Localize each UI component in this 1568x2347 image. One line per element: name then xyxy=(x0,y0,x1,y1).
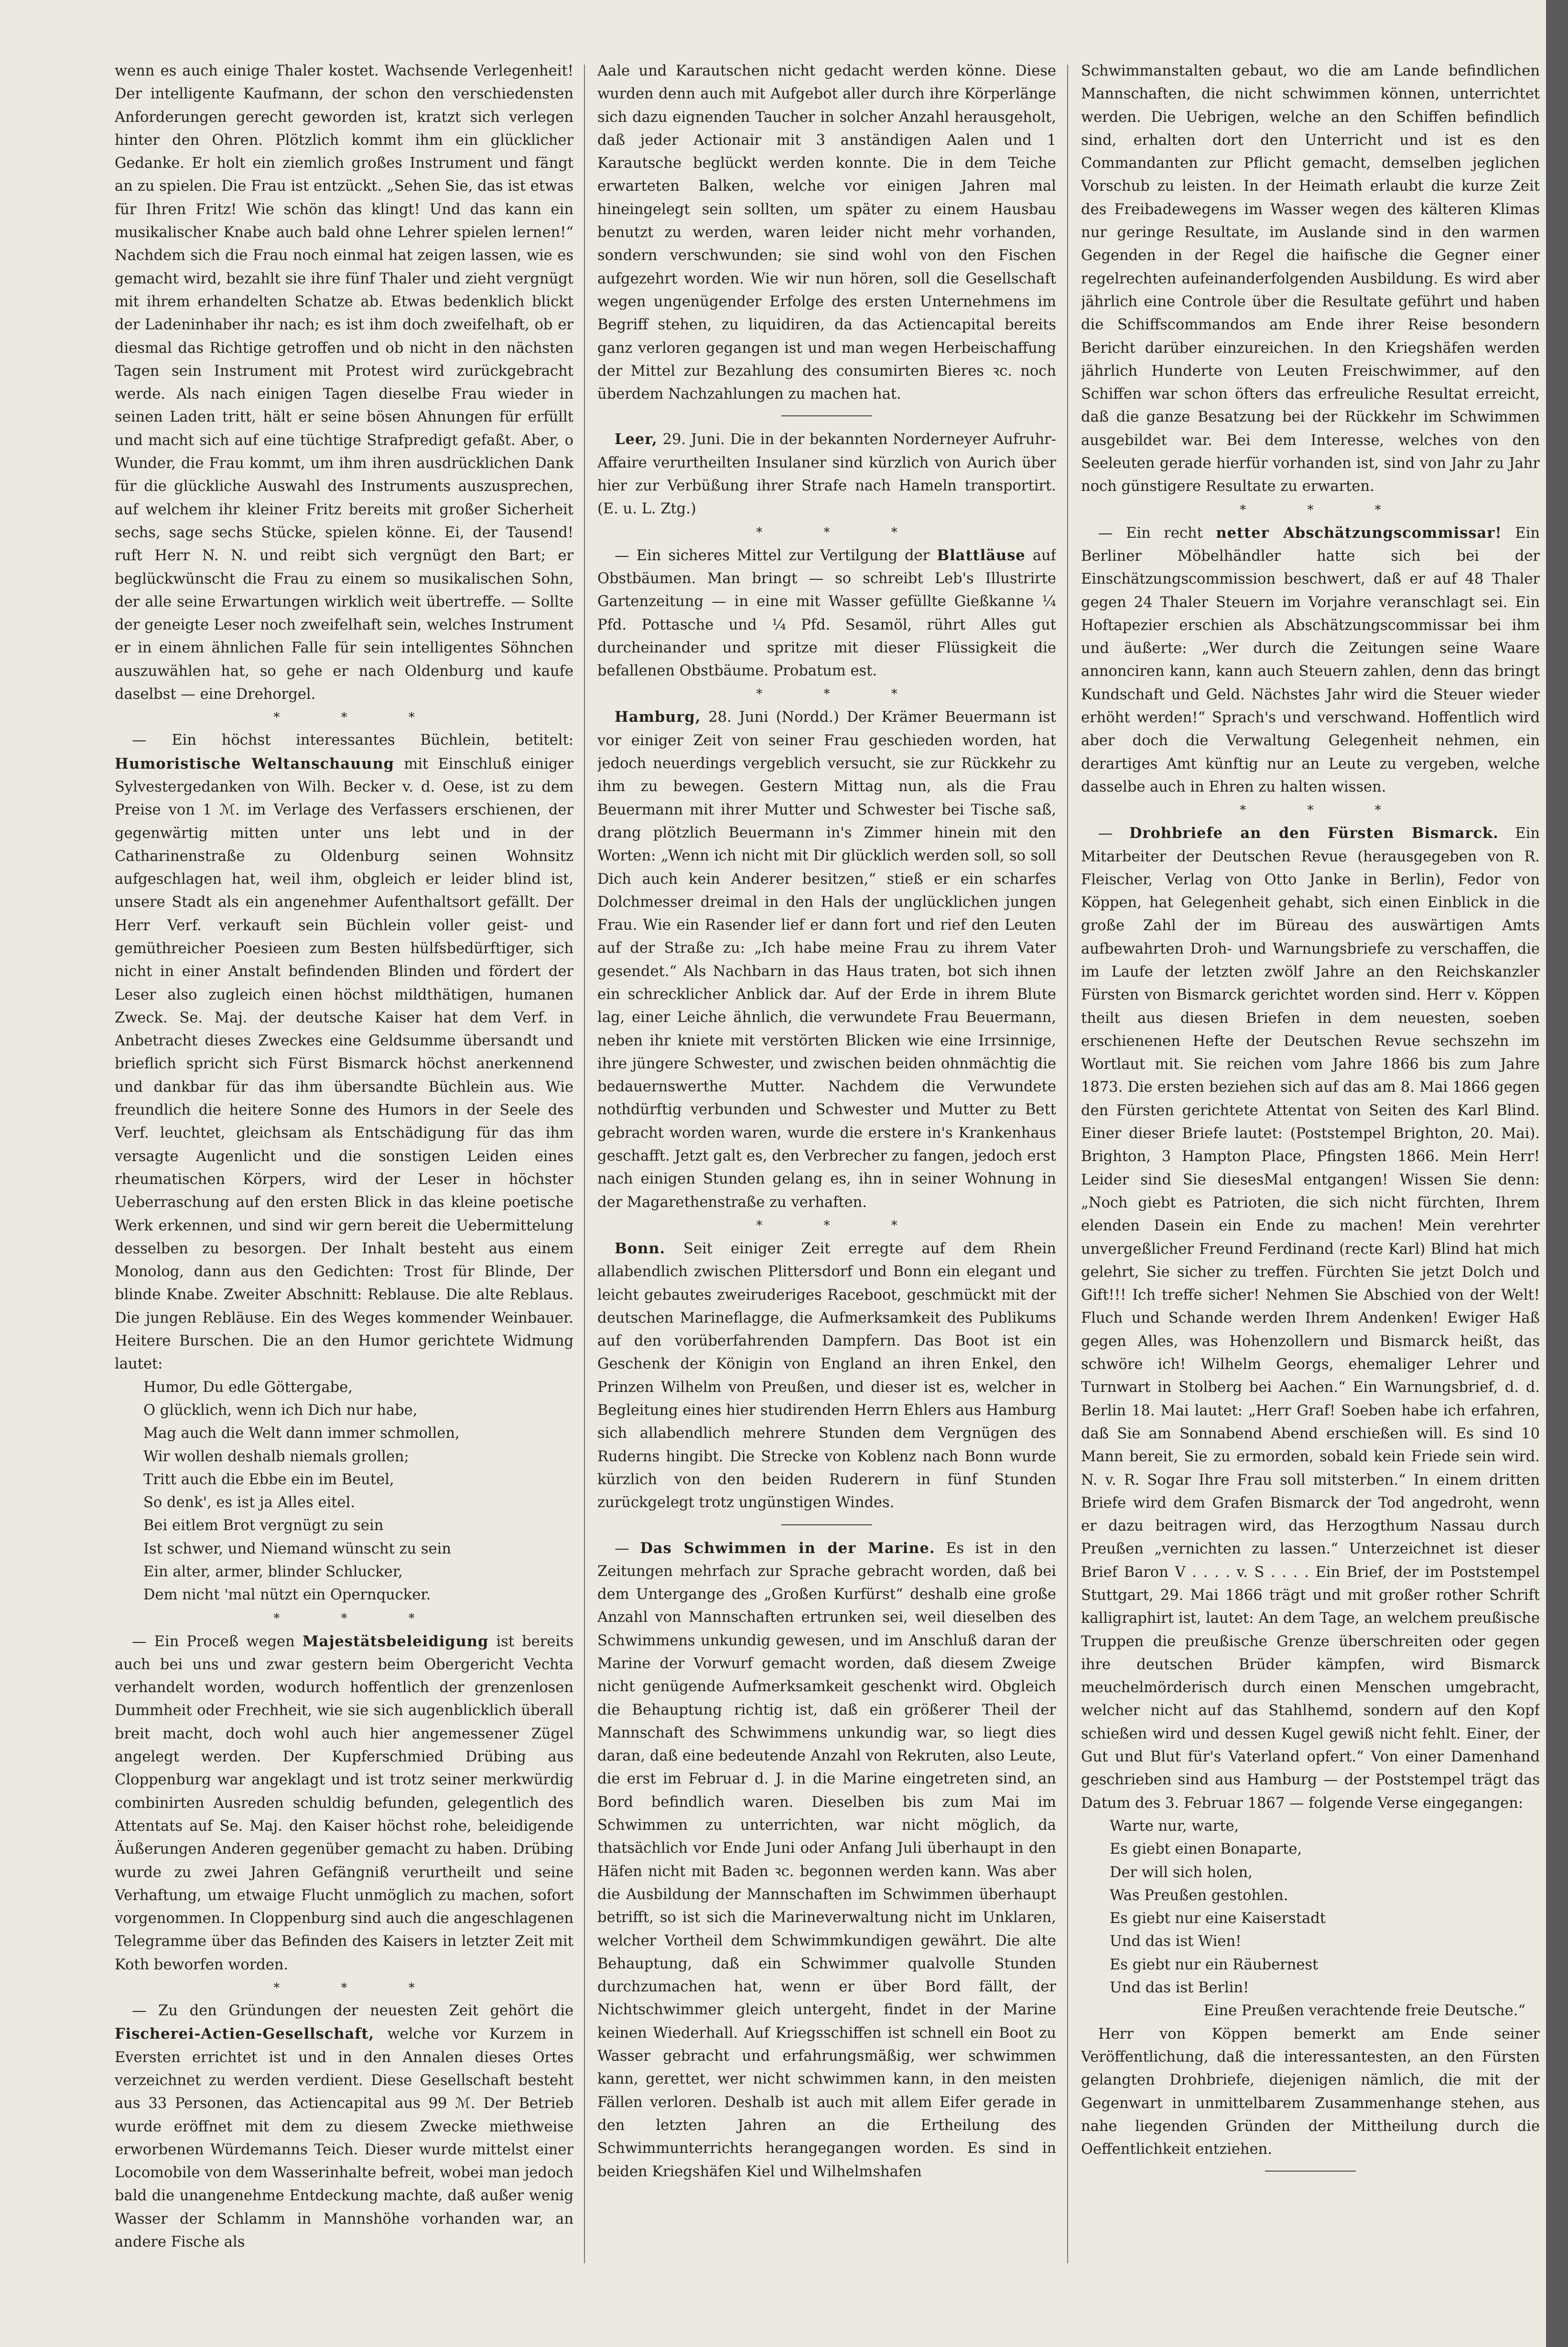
article-organ-story-end: wenn es auch einige Thaler kostet. Wachsende Verlegenheit! Der intelligente Kaufmann, der schon den verschiedensten Anforderungen gerecht geworden ist, kratzt sich verlegen hinter den Ohren. Plötzlich kommt ihm ein glücklicher Gedanke. Er holt ein ziemlich großes Instrument und fängt an zu spielen. Die Frau ist entzückt. „Sehen Sie, das ist etwas für Ihren Fritz! Wie schön das klingt! Und das kann ein musikalischer Knabe auch bald ohne Lehrer spielen lernen!“ Nachdem sich die Frau noch einmal hat zeigen lassen, wie es gemacht wird, bezahlt sie ihre fünf Thaler und zieht vergnügt mit ihrem erhandelten Schatze ab. Etwas bedenklich blickt der Ladeninhaber ihr nach; es ist ihm doch zweifelhaft, ob er diesmal das Richtige getroffen und ob nicht in den nächsten Tagen sein Instrument mit Protest wird zurückgebracht werde. Als nach einigen Tagen dieselbe Frau wieder in seinen Laden tritt, hält er seine bösen Ahnungen für erfüllt und macht sich auf eine tüchtige Strafpredigt gefaßt. Aber, o Wunder, die Frau kommt, um ihm ihren ausdrücklichen Dank für die glückliche Auswahl des Instruments auszusprechen, auf welchem ihr kleiner Fritz bereits mit großer Sicherheit sechs, sage sechs Stücke, spielen könne. Ei, der Tausend! ruft Herr N. N. und reibt sich vergnügt den Bart; er beglückwünscht die Frau zu einem so musikalischen Sohn, der alle seine Erwartungen wirklich weit übertreffe. — Sollte der geneigte Leser noch zweifelhaft sein, welches Instrument er in einem ähnlichen Falle für sein intelligentes Söhnchen auszuwählen hat, so gehe er nach Oldenburg und kaufe daselbst — eine Drehorgel. xyxy=(115,63,573,703)
poem-line: Dem nicht 'mal nützt ein Opernqucker. xyxy=(143,1586,431,1604)
article-body: Ein Mitarbeiter der Deutschen Revue (herausgegeben von R. Fleischer, Verlag von Otto Janke in Berlin), Fedor von Köppen, hat Gelegenheit gehabt, sich einen Einblick in die große Zahl der im Büreau des auswärtigen Amts aufbewahrten Droh- und Warnungsbriefe zu verschaffen, die im Laufe der letzten zwölf Jahre an den Reichskanzler Fürsten von Bismarck gerichtet worden sind. Herr v. Köppen theilt aus diesen Briefen in dem neuesten, soeben erschienenen Hefte der Deutschen Revue sechszehn im Wortlaut mit. Sie reichen vom Jahre 1866 bis zum Jahre 1873. Die ersten beziehen sich auf das am 8. Mai 1866 gegen den Fürsten gerichtete Attentat von Seiten des Karl Blind. Einer dieser Briefe lautet: (Poststempel Brighton, 20. Mai). Brighton, 3 Hampton Place, Pfingsten 1866. Mein Herr! Leider sind Sie diesesMal entgangen! Wissen Sie denn: „Noch giebt es Patrioten, die sich nicht fürchten, Ihrem elenden Dasein ein Ende zu machen! Mein verehrter unvergeßlicher Freund Ferdinand (recte Karl) Blind hat mich gelehrt, Sie sicher zu treffen. Fürchten Sie jetzt Dolch und Gift!!! Ich treffe sicher! Nehmen Sie Abschied von der Welt! Fluch und Schande werden Ihrem Andenken! Ewiger Haß gegen Alles, was Hohenzollern und Bismarck heißt, das schwöre ich! Wilhelm Georgs, ehemaliger Lehrer und Turnwart in Stolberg bei Aachen.“ Ein Warnungsbrief, d. d. Berlin 18. Mai lautet: „Herr Graf! Soeben habe ich erfahren, daß Sie am Sonnabend Abend erschießen will. Es sind 10 Mann bereit, Sie zu ermorden, sobald kein Friede sein wird. N. v. R. Sogar Ihre Frau soll mitsterben.“ In einem dritten Briefe wird dem Grafen Bismarck der Tod angedroht, wenn er dazu beitragen wird, das Herzogthum Nassau durch Preußen „vernichten zu lassen.“ Unterzeichnet ist dieser Brief Baron V . . . . v. S . . . . Ein Brief, der im Poststempel Stuttgart, 29. Mai 1866 trägt und mit großer rother Schrift kalligraphirt ist, lautet: An dem Tage, an welchem preußische Truppen die preußische Grenze überschreiten oder gegen ihre deutschen Brüder kämpfen, wird Bismarck meuchelmörderisch durch einen Menschen umgebracht, welcher nicht auf das Stahlhemd, sondern auf den Kopf schießen wird und dessen Kugel gewiß nicht fehlt. Einer, der Gut und Blut für's Vaterland opfert.“ Von einer Damenhand geschrieben sind aus Hamburg — der Poststempel trägt das Datum des 3. Februar 1867 — folgende Verse eingegangen: xyxy=(1081,825,1540,1812)
poem-line: Und das ist Wien! xyxy=(1110,1933,1242,1950)
article-navy-swimming-end: Schwimmanstalten gebaut, wo die am Lande befindlichen Mannschaften, die nicht schwimmen können, unterrichtet werden. Die Uebrigen, welche an den Schiffen befindlich sind, erhalten dort den Unterricht und ist es den Commandanten zur Pflicht gemacht, demselben jeglichen Vorschub zu leisten. In der Heimath erlaubt die kurze Zeit des Freibadewegens im Wasser wegen des kälteren Klimas nur geringe Resultate, im Auslande sind in den warmen Gegenden in der Regel die haifische die Gegner einer regelrechten aufeinanderfolgenden Ausbildung. Es wird aber jährlich eine Controle über die Resultate geführt und haben die Schiffscommandos am Ende ihrer Reise besondern Bericht darüber einzureichen. In den Kriegshäfen werden jährlich Hunderte von Leuten Freischwimmer, auf den Schiffen war schon öfters das erfreuliche Resultat erreicht, daß die ganze Besatzung bei der Rückkehr im Schwimmen ausgebildet war. Bei dem Interesse, welches von den Seeleuten gerade hierfür vorhanden ist, sind von Jahr zu Jahr noch günstigere Resultate zu erwarten. xyxy=(1081,63,1540,495)
article-headline: Humoristische Weltanschauung xyxy=(115,755,394,772)
poem-line: Mag auch die Welt dann immer schmollen, xyxy=(143,1425,460,1442)
column-divider xyxy=(1067,65,1068,2263)
article-lead: — Ein sicheres Mittel zur Vertilgung der xyxy=(615,547,930,564)
column-1 xyxy=(115,60,573,2306)
article-fishing-company-end: Aale und Karautschen nicht gedacht werden könne. Diese wurden denn auch mit Aufgebot aller durch ihre Körperlänge sich dazu eignenden Taucher in solcher Anzahl herausgeholt, daß jeder Actionair mit 3 anständigen Aalen und 1 Karautsche beglückt werden konnte. Die in dem Teiche erwarteten Balken, welche vor einigen Jahren mal hineingelegt sein sollten, um später zu einem Hausbau benutzt zu werden, waren leider nicht mehr vorhanden, sondern verschwunden; sie sind wohl von den Fischen aufgezehrt worden. Wie wir nun hören, soll die Gesellschaft wegen ungenügender Erfolge des ersten Unternehmens im Begriff stehen, zu liquidiren, da das Actiencapital bereits ganz verloren gegangen ist und man wegen Herbeischaffung der Mittel zur Bezahlung des consumirten Bieres ꝛc. noch überdem Nachzahlungen zu machen hat. xyxy=(597,63,1056,403)
article-body: Ein Berliner Möbelhändler hatte sich bei der Einschätzungscommission beschwert, daß er auf 48 Thaler gegen 24 Thaler Steuern im Vorjahre veranschlagt sei. Ein Hoftapezier erschien als Abschätzungscommissar bei ihm und äußerte: „Wer durch die Zeitungen seine Waare annonciren kann, kann auch Steuern zahlen, denn das bringt Kundschaft und Geld. Nächstes Jahr wird die Steuer wieder erhöht werden!“ Sprach's und verschwand. Hoffentlich wird aber doch die Verwaltung Gelegenheit nehmen, ein derartiges Amt künftig nur an Leute zu vergeben, welche dasselbe auch in Ehren zu halten wissen. xyxy=(1081,524,1540,795)
section-rule xyxy=(781,415,872,416)
poem-line: Der will sich holen, xyxy=(1110,1864,1253,1881)
poem-line: Bei eitlem Brot vergnügt zu sein xyxy=(143,1517,384,1534)
poem-dedication xyxy=(143,1376,573,1607)
column-3 xyxy=(1081,60,1540,2306)
column-2 xyxy=(597,60,1056,2306)
article-headline: Drohbriefe an den Fürsten Bismarck. xyxy=(1129,825,1499,842)
poem-line: Wir wollen deshalb niemals grollen; xyxy=(143,1448,409,1465)
poem-signature: Eine Preußen verachtende freie Deutsche.“ xyxy=(1203,2002,1525,2020)
article-bonn xyxy=(597,1237,1056,1515)
section-rule xyxy=(781,1524,872,1525)
article-dateline: Bonn. xyxy=(615,1239,666,1257)
article-lead: — xyxy=(615,1540,629,1557)
poem-line: Es giebt einen Bonaparte, xyxy=(1110,1841,1302,1858)
article-aphids xyxy=(597,544,1056,683)
section-separator: * * * xyxy=(1240,803,1410,818)
article-tax-commissioner xyxy=(1081,522,1540,799)
section-separator: * * * xyxy=(756,687,926,702)
article-fishing-company xyxy=(115,1999,573,2254)
poem-line: Es giebt nur ein Räubernest xyxy=(1110,1956,1319,1973)
article-hamburg xyxy=(597,706,1056,1214)
article-bismarck-letters xyxy=(1081,822,1540,1815)
article-headline: Fischerei-Actien-Gesellschaft, xyxy=(115,2025,375,2043)
article-lead: — Ein recht xyxy=(1098,524,1203,542)
article-body: ist bereits auch bei uns und zwar gestern beim Obergericht Vechta verhandelt worden, wodurch hoffentlich der grenzenlosen Dummheit oder Frechheit, wie sie sich augenblicklich überall breit macht, doch wohl auch hier angemessener Zügel angelegt werden. Der Kupferschmied Drübing aus Cloppenburg war angeklagt und ist trotz seiner merkwürdig combinirten Ausreden schuldig befunden, gelegentlich des Attentats auf Se. Maj. den Kaiser höchst rohe, beleidigende Äußerungen Anderen gegenüber gemacht zu haben. Drübing wurde zu zwei Jahren Gefängniß verurtheilt und seine Verhaftung, um etwaige Flucht unmöglich zu machen, sofort vorgenommen. In Cloppenburg sind auch die angeschlagenen Telegramme über das Befinden des Kaisers in letzter Zeit mit Koth beworfen worden. xyxy=(115,1633,573,1973)
poem-line: Humor, Du edle Göttergabe, xyxy=(143,1379,353,1396)
section-separator: * * * xyxy=(1240,502,1410,517)
article-headline: Majestätsbeleidigung xyxy=(302,1632,489,1650)
poem-threat xyxy=(1110,1815,1540,1999)
article-dateline: Hamburg, xyxy=(615,708,701,726)
article-book-review xyxy=(115,729,573,1376)
poem-line: Warte nur, warte, xyxy=(1110,1817,1239,1835)
poem-line: Tritt auch die Ebbe ein im Beutel, xyxy=(143,1471,394,1488)
article-dateline: Leer, xyxy=(615,431,658,448)
article-headline: Das Schwimmen in der Marine. xyxy=(640,1539,935,1557)
poem-line: O glücklich, wenn ich Dich nur habe, xyxy=(143,1402,418,1419)
article-headline: netter Abschätzungscommissar! xyxy=(1216,524,1502,542)
article-body: welche vor Kurzem in Eversten errichtet ist und in den Annalen dieses Ortes verzeichnet zu werden verdient. Diese Gesellschaft besteht aus 33 Personen, das Actiencapital aus 99 ℳ. Der Betrieb wurde eröffnet mit dem zu diesem Zwecke miethweise erworbenen Würdemanns Teich. Dieser wurde mittelst einer Locomobile von dem Wasserinhalte befreit, wobei man jedoch bald die unangenehme Entdeckung machte, daß außer wenig Wasser der Schlamm in Mannshöhe vorhanden war, an andere Fische als xyxy=(115,2026,573,2251)
article-body: 29. Juni. Die in der bekannten Norderneyer Aufruhr-Affaire verurtheilten Insulaner sind kürzlich von Aurich über hier zur Verbüßung ihrer Strafe nach Hameln transportirt. (E. u. L. Ztg.) xyxy=(597,431,1056,518)
scan-background-edge xyxy=(1546,0,1568,2347)
article-leer xyxy=(597,428,1056,521)
article-body: 28. Juni (Nordd.) Der Krämer Beuermann ist vor einiger Zeit von seiner Frau geschieden worden, hat jedoch neuerdings vergeblich versucht, sie zur Rückkehr zu ihm zu bewegen. Gestern Mittag nun, als die Frau Beuermann mit ihrer Mutter und Schwester bei Tische saß, drang plötzlich Beuermann in's Zimmer hinein mit den Worten: „Wenn ich nicht mit Dir glücklich werden soll, so soll Dich auch kein Anderer besitzen,“ stieß er ein scharfes Dolchmesser dreimal in den Hals der unglücklichen jungen Frau. Wie ein Rasender lief er dann fort und rief den Leuten auf der Straße zu: „Ich habe meine Frau zu ihrem Vater gesendet.“ Als Nachbarn in das Haus traten, bot sich ihnen ein schrecklicher Anblick dar. Auf der Erde in ihrem Blute lag, einer Leiche ähnlich, die verwundete Frau Beuermann, neben ihr kniete mit verstörten Blicken wie eine Irrsinnige, ihre jüngere Schwester, und zwischen beiden ohnmächtig die bedauernswerthe Mutter. Nachdem die Verwundete nothdürftig verbunden und Schwester und Mutter zu Bett gebracht worden waren, wurde die erstere in's Krankenhaus geschafft. Jetzt galt es, den Verbrecher zu fangen, jedoch erst nach einigen Stunden gelang es, ihn in seiner Wohnung in der Magarethenstraße zu verhaften. xyxy=(597,709,1056,1211)
article-lead: — xyxy=(1098,825,1113,842)
article-lead: — Ein höchst interessantes Büchlein, betitelt: xyxy=(132,732,573,749)
article-lese-majeste xyxy=(115,1630,573,1977)
article-headline: Blattläuse xyxy=(937,546,1026,564)
article-lead: — Zu den Gründungen der neuesten Zeit gehört die xyxy=(132,2002,573,2020)
poem-line: Es giebt nur eine Kaiserstadt xyxy=(1110,1910,1326,1927)
article-body: Seit einiger Zeit erregte auf dem Rhein allabendlich zwischen Plittersdorf und Bonn ein elegant und leicht gebautes zweiruderiges Raceboot, geschmückt mit der deutschen Marineflagge, die Aufmerksamkeit des Publikums auf den vorüberfahrenden Dampfern. Das Boot ist ein Geschenk der Königin von England an ihren Enkel, den Prinzen Wilhelm von Preußen, und dieser ist es, welcher in Begleitung eines hier studirenden Herrn Ehlers aus Hamburg sich allabendlich mehrere Stunden dem Vergnügen des Ruderns hingibt. Die Strecke von Koblenz nach Bonn wurde kürzlich von den beiden Ruderern in fünf Stunden zurückgelegt trotz ungünstigen Windes. xyxy=(597,1240,1056,1511)
article-body: Es ist in den Zeitungen mehrfach zur Sprache gebracht worden, daß bei dem Untergange des „Großen Kurfürst“ deshalb eine große Anzahl von Mannschaften ertrunken sei, weil dieselben des Schwimmens unkundig gewesen, und im Anschluß daran der Marine der Vorwurf gemacht worden, daß diesem Zweige nicht genügende Aufmerksamkeit geschenkt wird. Obgleich die Behauptung richtig ist, daß ein größerer Theil der Mannschaft des Schwimmens unkundig war, so liegt dies daran, daß eine bedeutende Anzahl von Rekruten, also Leute, die erst im Februar d. J. in die Marine eingetreten sind, an Bord befindlich waren. Dieselben bis zum Mai im Schwimmen zu unterrichten, war nicht möglich, da thatsächlich vor Ende Juni oder Anfang Juli überhaupt in den Häfen nicht mit Baden ꝛc. begonnen werden kann. Was aber die Ausbildung der Mannschaften im Schwimmen überhaupt betrifft, so ist sich die Marineverwaltung nicht im Unklaren, welcher Vortheil dem Schwimmkundigen gewährt. Die alte Behauptung, daß ein Schwimmer qualvolle Stunden durchzumachen hat, wenn er über Bord fällt, der Nichtschwimmer gleich untergeht, findet in der Marine keinen Wiederhall. Auf Kriegsschiffen ist schnell ein Boot zu Wasser gebracht und erfahrungsmäßig, wer schwimmen kann, gerettet, wer nicht schwimmen kann, in den meisten Fällen verloren. Deshalb ist auch mit allem Eifer gerade in den letzten Jahren an die Ertheilung des Schwimmunterrichts herangegangen worden. Es sind in beiden Kriegshäfen Kiel und Wilhelmshafen xyxy=(597,1540,1056,2180)
poem-line: Was Preußen gestohlen. xyxy=(1110,1887,1288,1904)
poem-line: Ist schwer, und Niemand wünscht zu sein xyxy=(143,1540,451,1557)
section-separator: * * * xyxy=(756,1218,926,1233)
poem-line: Und das ist Berlin! xyxy=(1110,1979,1249,1997)
section-separator: * * * xyxy=(273,1611,443,1626)
poem-line: So denk', es ist ja Alles eitel. xyxy=(143,1494,356,1511)
article-body: auf Obstbäumen. Man bringt — so schreibt Leb's Illustrirte Gartenzeitung — in eine mit Wasser gefüllte Gießkanne ¼ Pfd. Pottasche und ¼ Pfd. Sesamöl, rührt Alles gut durcheinander und spritze mit dieser Flüssigkeit die befallenen Obstbäume. Probatum est. xyxy=(597,547,1056,680)
section-separator: * * * xyxy=(273,710,443,725)
section-separator: * * * xyxy=(756,525,926,540)
section-rule xyxy=(1265,2171,1356,2172)
article-bismarck-letters-end: Herr von Köppen bemerkt am Ende seiner Veröffentlichung, daß die interessantesten, an den Fürsten gelangten Drohbriefe, diejenigen nämlich, die mit der Gegenwart in unmittelbarem Zusammenhange stehen, aus nahe liegenden Gründen der Mittheilung durch die Oeffentlichkeit entziehen. xyxy=(1081,2025,1540,2158)
article-navy-swimming xyxy=(597,1537,1056,2184)
poem-line: Ein alter, armer, blinder Schlucker, xyxy=(143,1564,403,1580)
article-lead: — Ein Proceß wegen xyxy=(132,1633,295,1650)
column-divider xyxy=(584,65,585,2263)
article-body: mit Einschluß einiger Sylvestergedanken von Wilh. Becker v. d. Oese, ist zu dem Preise von 1 ℳ. im Verlage des Verfassers erschienen, der gegenwärtig mitten unter uns lebt und in der Catharinenstraße zu Oldenburg seinen Wohnsitz aufgeschlagen hat, weil ihm, obgleich er leider blind ist, unsere Stadt als ein angenehmer Aufenthaltsort gefällt. Der Herr Verf. verkauft sein Büchlein voller geist- und gemüthreicher Poesieen zum Besten hülfsbedürftiger, sich nicht in einer Anstalt befindenden Blinden und fördert der Leser also zugleich einen höchst mildthätigen, humanen Zweck. Se. Maj. der deutsche Kaiser hat dem Verf. in Anbetracht dieses Zweckes eine Geldsumme übersandt und brieflich spricht sich Fürst Bismarck höchst anerkennend und dankbar für das ihm übersandte Büchlein aus. Wie freundlich die heitere Sonne des Humors in der Seele des Verf. leuchtet, gleichsam als Entschädigung für das ihm versagte Augenlicht und die sonstigen Leiden eines rheumatischen Körpers, wird der Leser in höchster Ueberraschung auf den ersten Blick in das kleine poetische Werk erkennen, und sind wir gern bereit die Uebermittelung desselben zu besorgen. Der Inhalt besteht aus einem Monolog, dann aus den Gedichten: Trost für Blinde, Der blinde Knabe. Zweiter Abschnitt: Reblause. Die alte Reblaus. Die jungen Rebläuse. Ein des Weges kommender Weinbauer. Heitere Burschen. Die an den Humor gerichtete Widmung lautet: xyxy=(115,755,573,1373)
section-separator: * * * xyxy=(273,1981,443,1996)
